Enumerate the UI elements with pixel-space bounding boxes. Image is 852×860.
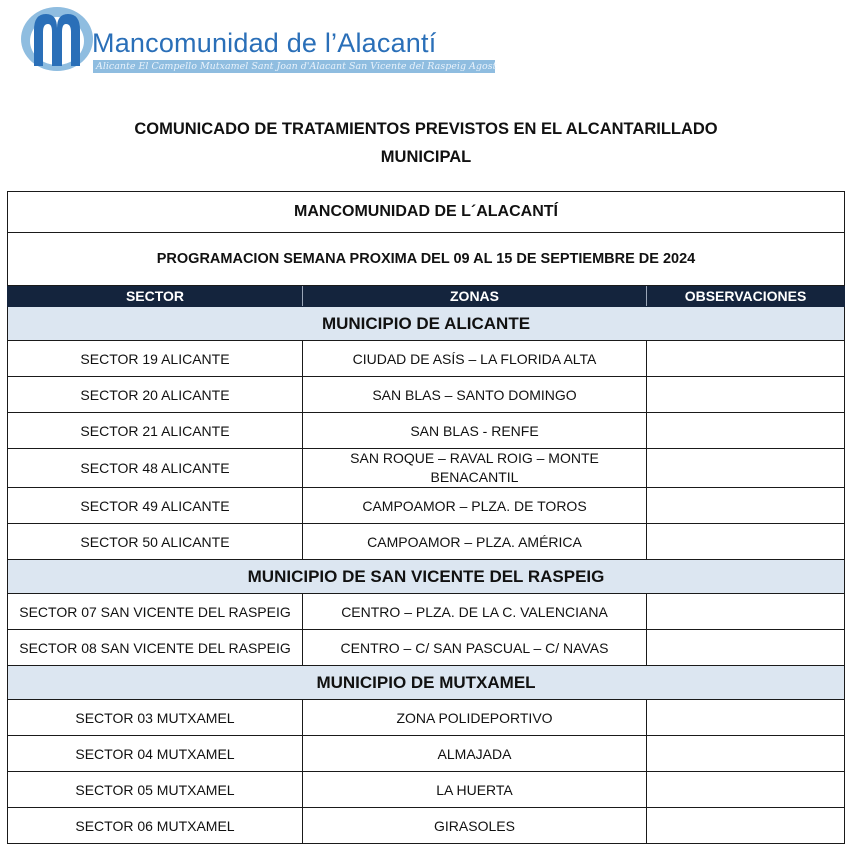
zona-cell: GIRASOLES [303,808,647,844]
sector-cell: SECTOR 50 ALICANTE [8,524,303,560]
observaciones-cell [647,449,845,488]
table-row [8,449,845,488]
sector-cell: SECTOR 07 SAN VICENTE DEL RASPEIG [8,594,303,630]
municipality-heading: MUNICIPIO DE MUTXAMEL [8,666,845,700]
document-title [0,115,852,171]
table-row [8,772,845,808]
zona-cell: SAN ROQUE – RAVAL ROIG – MONTE BENACANTIL [303,449,647,488]
zona-cell: SAN BLAS – SANTO DOMINGO [303,377,647,413]
table-row [8,736,845,772]
observaciones-cell [647,594,845,630]
sector-cell: SECTOR 03 MUTXAMEL [8,700,303,736]
table-row [8,377,845,413]
table-row [8,808,845,844]
zona-cell: CENTRO – PLZA. DE LA C. VALENCIANA [303,594,647,630]
document-title-line-2: MUNICIPAL [380,148,472,166]
schedule-table [7,191,845,844]
observaciones-cell [647,630,845,666]
zona-cell: SAN BLAS - RENFE [303,413,647,449]
zona-cell: CAMPOAMOR – PLZA. AMÉRICA [303,524,647,560]
table-row [8,413,845,449]
zona-cell: CENTRO – C/ SAN PASCUAL – C/ NAVAS [303,630,647,666]
municipality-heading: MUNICIPIO DE SAN VICENTE DEL RASPEIG [8,560,845,594]
zona-cell: CIUDAD DE ASÍS – LA FLORIDA ALTA [303,341,647,377]
sector-cell: SECTOR 04 MUTXAMEL [8,736,303,772]
table-row [8,524,845,560]
table-row [8,488,845,524]
document-title-line-1: COMUNICADO DE TRATAMIENTOS PREVISTOS EN EL ALCANTARILLADO [134,120,718,138]
sector-cell: SECTOR 19 ALICANTE [8,341,303,377]
municipality-heading: MUNICIPIO DE ALICANTE [8,307,845,341]
observaciones-cell [647,524,845,560]
sector-cell: SECTOR 49 ALICANTE [8,488,303,524]
organization-heading: MANCOMUNIDAD DE L´ALACANTÍ [8,192,845,233]
zona-cell: LA HUERTA [303,772,647,808]
table-row [8,630,845,666]
observaciones-cell [647,736,845,772]
logo-m-icon [20,6,94,72]
logo-subtitle: Alicante El Campello Mutxamel Sant Joan d'Alacant San Vicente del Raspeig Agost [96,61,497,72]
sector-cell: SECTOR 08 SAN VICENTE DEL RASPEIG [8,630,303,666]
observaciones-cell [647,772,845,808]
table-row [8,594,845,630]
sector-cell: SECTOR 21 ALICANTE [8,413,303,449]
column-header-observaciones: OBSERVACIONES [647,286,845,307]
observaciones-cell [647,341,845,377]
programming-heading: PROGRAMACION SEMANA PROXIMA DEL 09 AL 15 DE SEPTIEMBRE DE 2024 [8,233,845,286]
table-row [8,341,845,377]
observaciones-cell [647,808,845,844]
sector-cell: SECTOR 20 ALICANTE [8,377,303,413]
table-row [8,700,845,736]
column-header-sector: SECTOR [8,286,303,307]
zona-cell: ALMAJADA [303,736,647,772]
sector-cell: SECTOR 05 MUTXAMEL [8,772,303,808]
zona-cell: CAMPOAMOR – PLZA. DE TOROS [303,488,647,524]
organization-logo [20,6,500,78]
observaciones-cell [647,488,845,524]
observaciones-cell [647,413,845,449]
zona-cell: ZONA POLIDEPORTIVO [303,700,647,736]
column-header-zonas: ZONAS [303,286,647,307]
observaciones-cell [647,377,845,413]
sector-cell: SECTOR 06 MUTXAMEL [8,808,303,844]
logo-title: Mancomunidad de l’Alacantí [92,28,437,58]
observaciones-cell [647,700,845,736]
sector-cell: SECTOR 48 ALICANTE [8,449,303,488]
